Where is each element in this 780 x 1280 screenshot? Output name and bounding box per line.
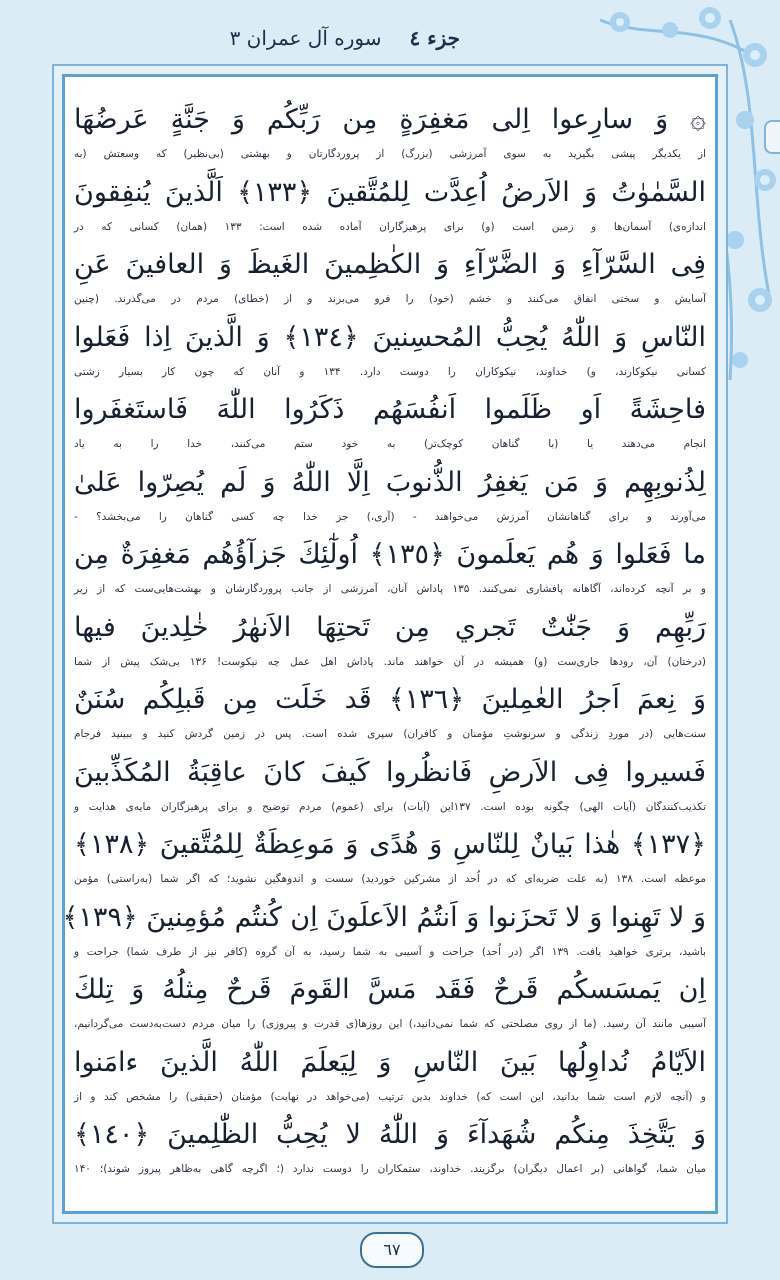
translation-line: موعظه است. ۱۳۸ (به علت ضربه‌ای که در اُحد از مشرکین خوردید) سست و اندوهگین نشوید؛ که اگر شما (به‌راستی) مؤمن xyxy=(74,873,706,885)
verse-row xyxy=(74,966,706,1039)
arabic-line: فِى السَّرّآءِ وَ الضَّرّآءِ وَ الكٰظِمينَ الغَيظَ وَ العافينَ عَنِ xyxy=(74,249,706,280)
page-number: ٦٧ xyxy=(360,1232,424,1268)
arabic-line: لِذُنوبِهِم وَ مَن يَغفِرُ الذُّنوبَ اِلَّا اللّٰهُ وَ لَم يُصِرّوا عَلىٰ xyxy=(74,466,706,498)
arabic-line: رَبِّهِم وَ جَنّٰتٌ تَجري مِن تَحتِهَا الاَنهٰرُ خٰلِدينَ فيها xyxy=(74,611,706,643)
translation-line: انجام می‌دهند یا (با گناهان کوچک‌تر) به خود ستم می‌کنند، خدا را به یاد xyxy=(74,438,706,450)
verse-row xyxy=(74,821,706,894)
arabic-line: وَ لا تَهِنوا وَ لا تَحزَنوا وَ اَنتُمُ الاَعلَونَ اِن كُنتُم مُؤمِنينَ ﴿١٣٩﴾ xyxy=(62,901,706,933)
verse-row xyxy=(74,241,706,314)
verse-row xyxy=(74,459,706,532)
arabic-line: وَ نِعمَ اَجرُ العٰمِلينَ ﴿١٣٦﴾ قَد خَلَت مِن قَبلِكُم سُنَنٌ xyxy=(74,684,706,715)
verse-row xyxy=(74,1111,706,1184)
translation-line: باشید، برتری خواهید یافت. ۱۳۹ اگر (در اُحد) جراحت و آسیبی به شما رسید، به آن گروه (کافر نیز از طرف شما) جراحت و xyxy=(74,945,707,958)
translation-line: میان شما، گواهانی (بر اعمال دیگران) برگزیند. خداوند، ستمکاران را دوست ندارد (؛ اگرچه گاهی به‌ظاهر پیروز شوند)؛ ۱۴۰ xyxy=(74,1163,706,1175)
arabic-line: اِن يَمسَسكُم قَرحٌ فَقَد مَسَّ القَومَ قَرحٌ مِثلُهُ وَ تِلكَ xyxy=(74,974,706,1005)
translation-line: آسیبی مانند آن رسید. (ما از روی مصلحتی که شما نمی‌دانید،) این روزها(ی قدرت و پیروزی) را میان مردم دست‌به‌دست می‌گردانیم، xyxy=(74,1018,706,1030)
verse-row xyxy=(74,96,706,169)
translation-line: کسانی نیکوکارند، و) خداوند، نیکوکاران را دوست دارد. ۱۳۴ و آنان که چون کار بسیار زشتی xyxy=(74,365,706,378)
translation-line: می‌آورند و برای گناهانشان آمرزش می‌خواهند - (آری،) جز خدا چه کسی گناهان را می‌بخشد؟ - xyxy=(74,510,706,523)
translation-line: و بر آنچه کرده‌اند، آگاهانه پافشاری نمی‌کنند. ۱۳۵ پاداش آنان، آمرزشی از جانب پروردگارشان و بهشت‌هایی‌ست که از زیر xyxy=(74,583,706,595)
verse-row xyxy=(74,169,706,242)
verse-row xyxy=(62,894,707,967)
translation-line: سنت‌هایی (در موردِ زندگی و سرنوشتِ مؤمنان و کافران) سپری شده است. پس در زمین گردش کنید و ببینید فرجام xyxy=(74,728,706,740)
arabic-line: النّاسِ وَ اللّٰهُ يُحِبُّ المُحسِنينَ ﴿١٣٤﴾ وَ الَّذينَ اِذا فَعَلوا xyxy=(74,321,706,353)
arabic-line: فَسيروا فِى الاَرضِ فَانظُروا كَيفَ كانَ عاقِبَةُ المُكَذِّبينَ xyxy=(74,756,706,788)
arabic-line: السَّمٰوٰتُ وَ الاَرضُ اُعِدَّت لِلمُتَّقينَ ﴿١٣٣﴾ اَلَّذينَ يُنفِقونَ xyxy=(74,176,706,208)
juz-label: جزء ٤ xyxy=(409,26,460,50)
page-header xyxy=(120,18,460,58)
arabic-line: ۞ وَ سارِعوا اِلى مَغفِرَةٍ مِن رَبِّكُم وَ جَنَّةٍ عَرضُهَا xyxy=(74,104,706,135)
verse-row xyxy=(74,1039,706,1112)
arabic-line: الاَيّامُ نُداوِلُها بَينَ النّاسِ وَ لِيَعلَمَ اللّٰهُ الَّذينَ ءامَنوا xyxy=(74,1046,706,1078)
page-edge-tab xyxy=(764,120,780,154)
arabic-line: وَ يَتَّخِذَ مِنكُم شُهَدآءَ وَ اللّٰهُ لا يُحِبُّ الظّٰلِمينَ ﴿١٤٠﴾ xyxy=(74,1119,706,1150)
verse-row xyxy=(74,531,706,604)
verse-row xyxy=(74,676,706,749)
verse-row xyxy=(74,749,706,822)
translation-line: از یکدیگر پیشی بگیرید به سوی آمرزشی (بزرگ) از پروردگارتان و بهشتی (بی‌نظیر) که وسعتش (به xyxy=(74,148,706,160)
translation-line: اندازه‌ی) آسمان‌ها و زمین است (و) برای پرهیزگاران آماده شده است: ۱۳۳ (همان) کسانی که در xyxy=(74,220,706,233)
surah-label: سوره آل عمران ٣ xyxy=(229,26,382,50)
translation-line: تکذیب‌کنندگان (آیات الهی) چگونه بوده است. ۱۳۷این (آیات) برای (عموم) مردم توضیح و برای پرهیزگاران مایه‌ی هدایت و xyxy=(74,800,706,813)
arabic-line: ﴿١٣٧﴾ هٰذا بَيانٌ لِلنّاسِ وَ هُدًى وَ مَوعِظَةٌ لِلمُتَّقينَ ﴿١٣٨﴾ xyxy=(74,829,706,860)
verse-row xyxy=(74,604,706,677)
verse-lines xyxy=(62,96,707,1184)
translation-line: آسایش و سختی انفاق می‌کنند و خشم (خود) را فرو می‌برند و از (خطای) مردم در می‌گذرند. (چنین xyxy=(74,293,706,305)
verse-row xyxy=(74,314,706,387)
verse-row xyxy=(74,386,706,459)
arabic-line: ما فَعَلوا وَ هُم يَعلَمونَ ﴿١٣٥﴾ اُولٰٓئِكَ جَزآؤُهُم مَغفِرَةٌ مِن xyxy=(74,539,706,570)
translation-line: و (آنچه لازم است شما بدانید، این است که) خداوند بدین ترتیب (می‌خواهد در نهایت) مؤمنان (حقیقی) را مشخص کند و از xyxy=(74,1090,706,1103)
arabic-line: فاحِشَةً اَو ظَلَموا اَنفُسَهُم ذَكَرُوا اللّٰهَ فَاستَغفَروا xyxy=(74,394,706,425)
translation-line: (درختان) آن، رودها جاری‌ست (و) همیشه در آن خواهند ماند. پاداش اهل عمل چه نیکوست! ۱۳۶ بی‌شک پیش از شما xyxy=(74,655,706,668)
